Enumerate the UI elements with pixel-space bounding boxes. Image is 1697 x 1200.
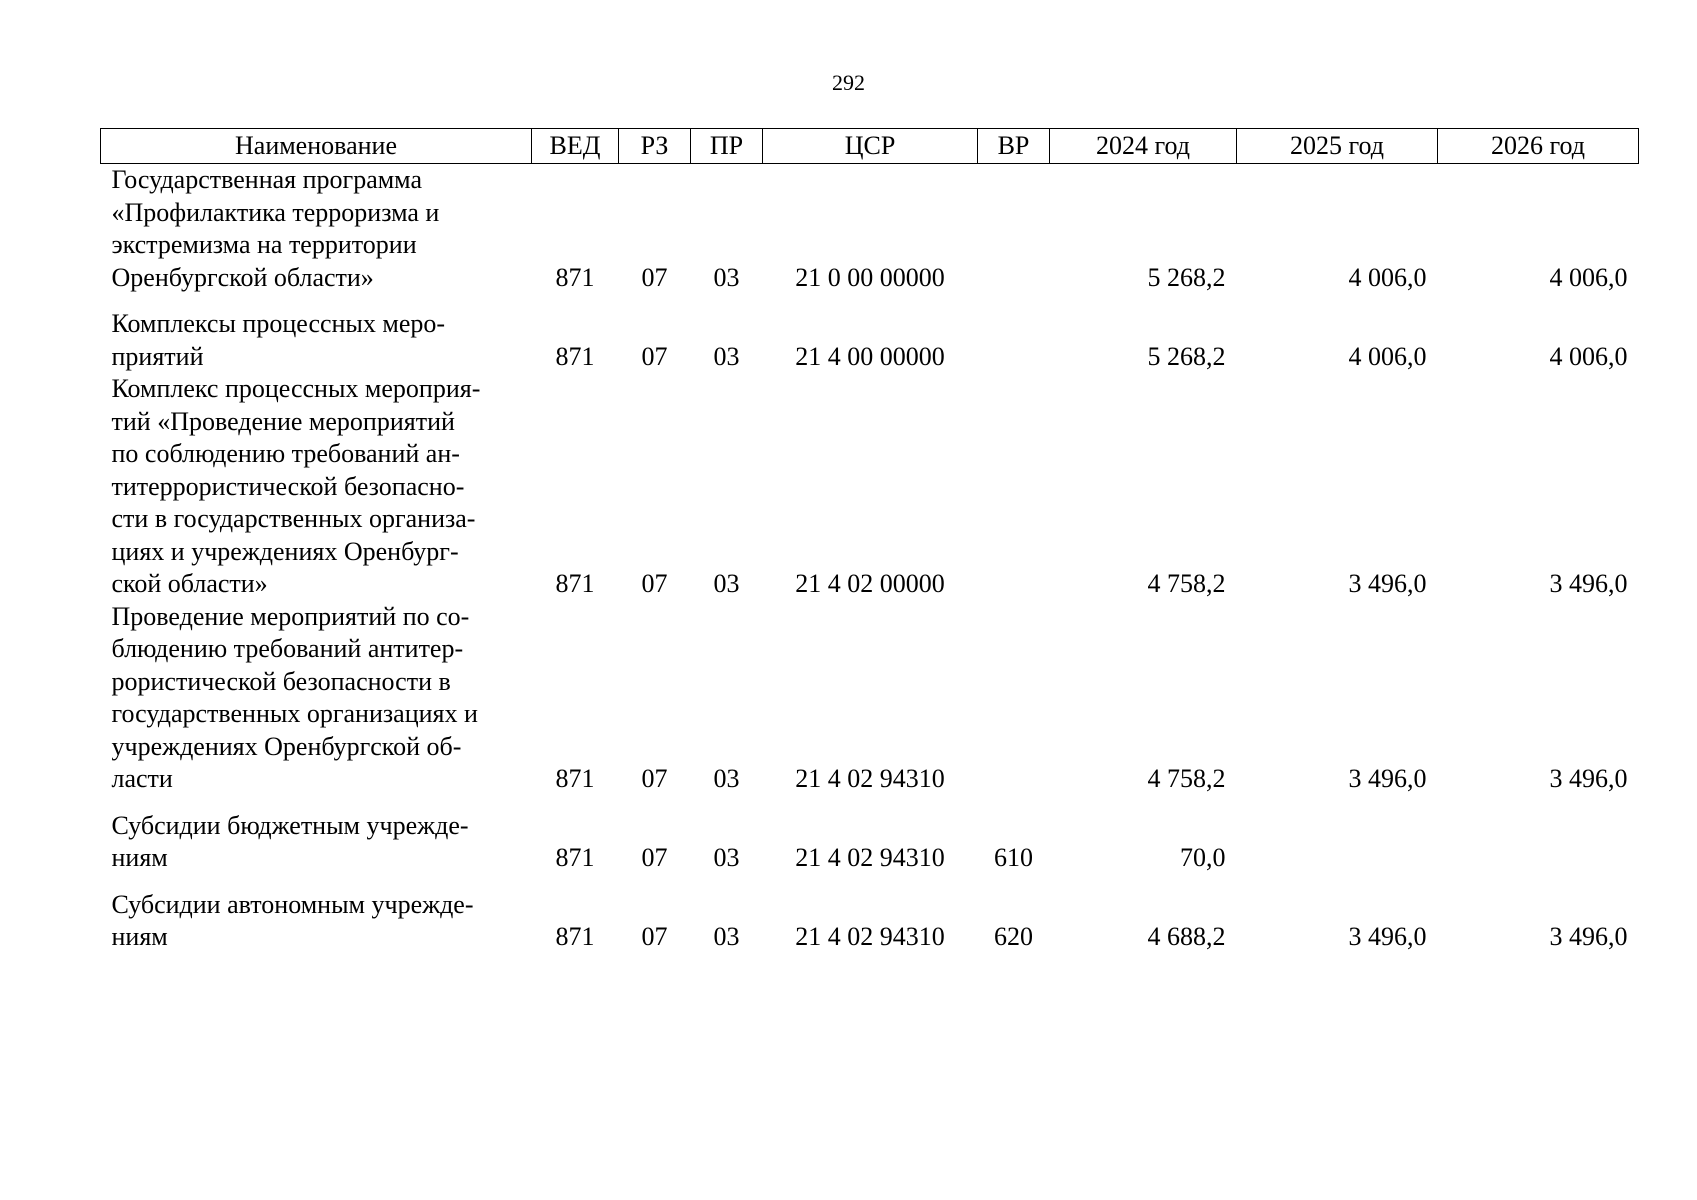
cell-ved: 871 — [555, 262, 595, 292]
table-row — [101, 601, 1639, 796]
name-line: титеррористической безопасно- — [111, 471, 465, 501]
header-2024: 2024 год — [1050, 129, 1237, 164]
row-name — [101, 373, 532, 601]
header-2026: 2026 год — [1438, 129, 1639, 164]
cell-rz: 07 — [641, 569, 668, 598]
name-line: государственных организациях и — [111, 699, 478, 728]
table-row — [101, 875, 1639, 954]
cell-2026: 4 006,0 — [1549, 341, 1628, 371]
row-name — [101, 875, 532, 954]
header-2025: 2025 год — [1237, 129, 1438, 164]
name-line: учреждениях Оренбургской об- — [111, 731, 462, 761]
name-line: Оренбургской области» — [111, 262, 374, 292]
cell-vr — [978, 601, 1050, 796]
header-csr: ЦСР — [763, 129, 978, 164]
cell-2025: 4 006,0 — [1348, 262, 1427, 292]
cell-2025 — [1237, 796, 1438, 875]
cell-vr — [978, 164, 1050, 295]
name-line: циях и учреждениях Оренбург- — [111, 536, 459, 566]
cell-rz: 07 — [641, 843, 668, 872]
cell-2024: 5 268,2 — [1147, 262, 1226, 292]
name-line: Комплексы процессных меро- — [111, 309, 446, 338]
table-row — [101, 294, 1639, 373]
cell-rz: 07 — [641, 922, 668, 951]
name-line: экстремизма на территории — [111, 230, 417, 259]
name-line: рористической безопасности в — [111, 666, 451, 696]
cell-csr: 21 0 00 00000 — [795, 262, 945, 292]
cell-pr: 03 — [713, 922, 740, 951]
cell-csr: 21 4 02 00000 — [795, 569, 945, 598]
cell-2025: 3 496,0 — [1348, 569, 1427, 598]
name-line: тий «Проведение мероприятий — [111, 406, 455, 436]
cell-2024: 4 688,2 — [1147, 922, 1226, 951]
cell-csr: 21 4 00 00000 — [795, 341, 945, 371]
header-vr: ВР — [978, 129, 1050, 164]
row-name — [101, 164, 532, 295]
name-line: ласти — [111, 764, 173, 793]
cell-pr: 03 — [713, 764, 740, 793]
row-name — [101, 796, 532, 875]
cell-2026: 4 006,0 — [1549, 262, 1628, 292]
cell-ved: 871 — [555, 843, 595, 872]
name-line: ниям — [111, 922, 168, 951]
name-line: блюдению требований антитер- — [111, 634, 464, 663]
cell-pr: 03 — [713, 262, 740, 292]
cell-2026: 3 496,0 — [1549, 922, 1628, 951]
name-line: ниям — [111, 843, 168, 872]
cell-rz: 07 — [641, 341, 668, 371]
cell-2024: 4 758,2 — [1147, 764, 1226, 793]
name-line: Государственная программа — [111, 165, 423, 194]
name-line: Проведение мероприятий по со- — [111, 601, 470, 631]
cell-vr: 620 — [994, 922, 1033, 951]
cell-2026 — [1438, 796, 1639, 875]
table-row — [101, 164, 1639, 295]
cell-ved: 871 — [555, 764, 595, 793]
cell-pr: 03 — [713, 843, 740, 872]
cell-rz: 07 — [641, 764, 668, 793]
name-line: по соблюдению требований ан- — [111, 439, 460, 468]
cell-ved: 871 — [555, 341, 595, 371]
header-rz: РЗ — [619, 129, 691, 164]
cell-2024: 5 268,2 — [1147, 341, 1226, 371]
table-row — [101, 373, 1639, 601]
cell-2025: 3 496,0 — [1348, 764, 1427, 793]
cell-2025: 3 496,0 — [1348, 922, 1427, 951]
cell-csr: 21 4 02 94310 — [795, 922, 945, 951]
header-pr: ПР — [691, 129, 763, 164]
cell-2024: 4 758,2 — [1147, 569, 1226, 598]
cell-vr — [978, 294, 1050, 373]
cell-rz: 07 — [641, 262, 668, 292]
name-line: Субсидии бюджетным учрежде- — [111, 810, 469, 840]
cell-2026: 3 496,0 — [1549, 569, 1628, 598]
header-name: Наименование — [101, 129, 532, 164]
name-line: Субсидии автономным учрежде- — [111, 889, 474, 919]
cell-pr: 03 — [713, 569, 740, 598]
row-name — [101, 601, 532, 796]
cell-ved: 871 — [555, 569, 595, 598]
table-header-row — [101, 129, 1639, 164]
cell-2025: 4 006,0 — [1348, 341, 1427, 371]
name-line: «Профилактика терроризма и — [111, 197, 440, 227]
row-name — [101, 294, 532, 373]
cell-vr: 610 — [994, 843, 1033, 872]
cell-vr — [978, 373, 1050, 601]
table-row — [101, 796, 1639, 875]
page-number: 292 — [832, 70, 865, 95]
cell-csr: 21 4 02 94310 — [795, 764, 945, 793]
name-line: приятий — [111, 341, 204, 371]
name-line: Комплекс процессных мероприя- — [111, 374, 481, 403]
name-line: сти в государственных организа- — [111, 504, 476, 533]
cell-pr: 03 — [713, 341, 740, 371]
cell-2024: 70,0 — [1180, 843, 1226, 872]
header-ved: ВЕД — [532, 129, 619, 164]
budget-table — [100, 128, 1639, 954]
cell-2026: 3 496,0 — [1549, 764, 1628, 793]
cell-csr: 21 4 02 94310 — [795, 843, 945, 872]
cell-ved: 871 — [555, 922, 595, 951]
name-line: ской области» — [111, 569, 268, 598]
